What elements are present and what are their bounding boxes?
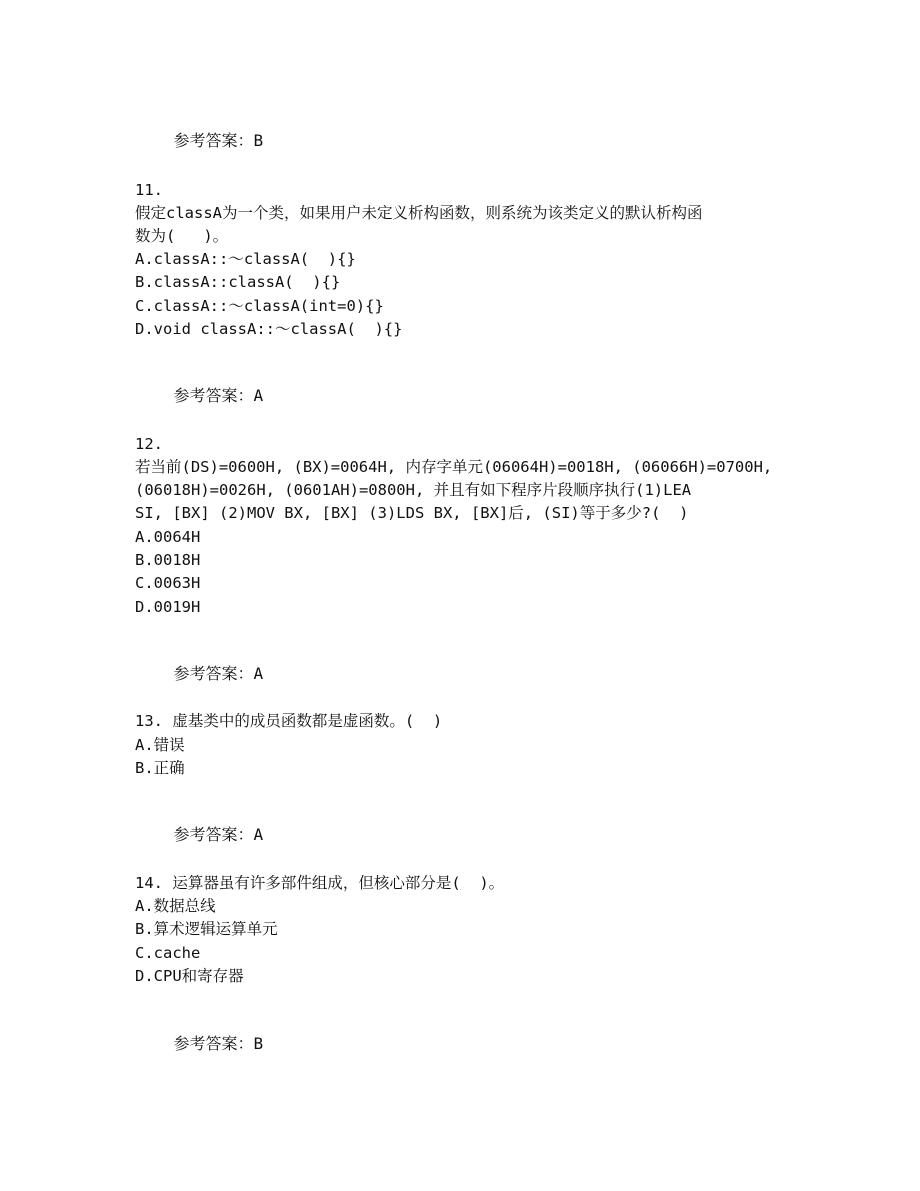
question-11-option-c: C.classA::～classA(int=0){} [135, 297, 384, 315]
question-12-stem-line-3: SI, [BX] (2)MOV BX, [BX] (3)LDS BX, [BX]后, (SI)等于多少?( ) [135, 504, 689, 522]
question-11-number: 11. [135, 181, 163, 199]
question-14-option-b: B.算术逻辑运算单元 [135, 920, 278, 938]
question-13-stem: 13. 虚基类中的成员函数都是虚函数。( ) [135, 712, 443, 730]
answer-label: 参考答案： [173, 664, 254, 683]
answer-value: B [253, 1034, 264, 1053]
question-14-option-d: D.CPU和寄存器 [135, 967, 244, 985]
answer-label: 参考答案： [173, 1034, 254, 1053]
answer-13 [135, 805, 263, 865]
question-12-option-d: D.0019H [135, 598, 201, 616]
answer-label: 参考答案： [173, 131, 254, 150]
answer-11 [135, 366, 263, 426]
question-12-stem-line-2: (06018H)=0026H, (0601AH)=0800H, 并且有如下程序片段顺序执行(1)LEA [135, 481, 692, 499]
question-11-option-b: B.classA::classA( ){} [135, 273, 341, 291]
answer-value: A [253, 664, 264, 683]
question-11-stem-line-1: 假定classA为一个类，如果用户未定义析构函数，则系统为该类定义的默认析构函 [135, 204, 703, 222]
answer-12 [135, 644, 263, 704]
question-13-option-a: A.错误 [135, 736, 185, 754]
answer-label: 参考答案： [173, 825, 254, 844]
answer-label: 参考答案： [173, 386, 254, 405]
question-12-stem-line-1: 若当前(DS)=0600H, (BX)=0064H, 内存字单元(06064H)=0018H, (06066H)=0700H, [135, 458, 773, 476]
question-14-option-c: C.cache [135, 944, 201, 962]
answer-prev [135, 111, 263, 171]
question-12-option-b: B.0018H [135, 551, 201, 569]
question-12-option-c: C.0063H [135, 574, 201, 592]
answer-value: B [253, 131, 264, 150]
question-12-number: 12. [135, 435, 163, 453]
answer-value: A [253, 386, 264, 405]
answer-14 [135, 1014, 263, 1074]
question-11-option-d: D.void classA::～classA( ){} [135, 320, 403, 338]
question-14-stem: 14. 运算器虽有许多部件组成，但核心部分是( )。 [135, 874, 505, 892]
answer-value: A [253, 825, 264, 844]
question-11-stem-line-2: 数为( )。 [135, 227, 229, 245]
question-11-option-a: A.classA::～classA( ){} [135, 250, 356, 268]
question-14-option-a: A.数据总线 [135, 897, 216, 915]
question-12-option-a: A.0064H [135, 528, 201, 546]
question-13-option-b: B.正确 [135, 759, 185, 777]
